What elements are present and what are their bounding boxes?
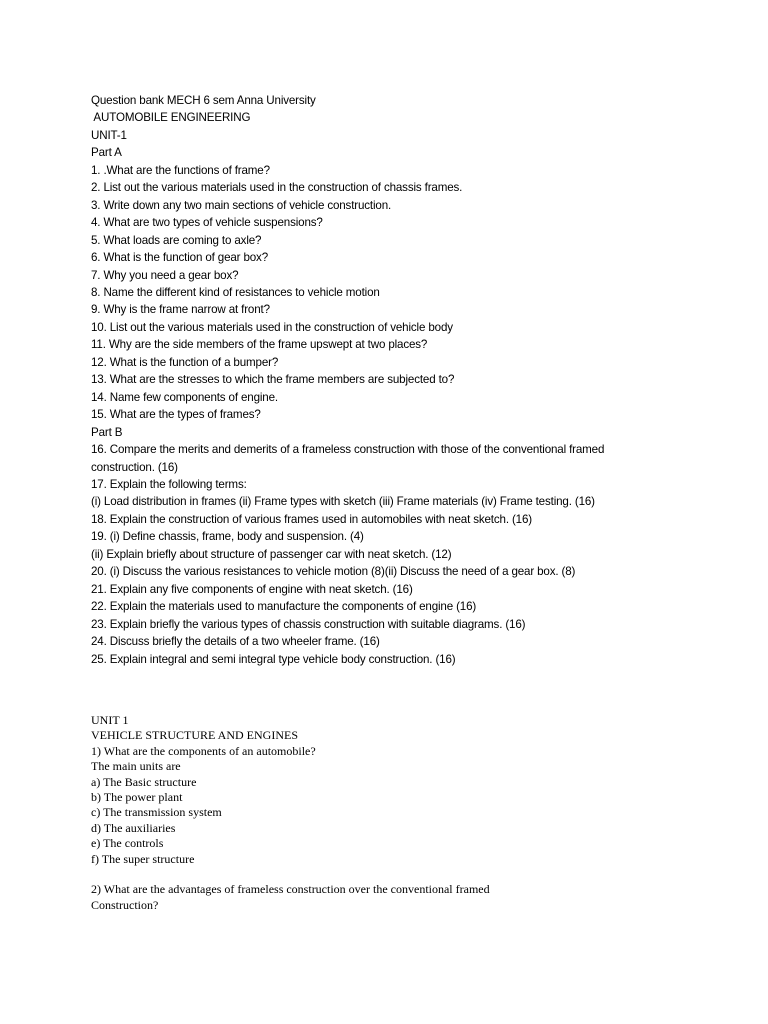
question-item: 7. Why you need a gear box? — [91, 268, 239, 282]
question-item: 25. Explain integral and semi integral type vehicle body construction. (16) — [91, 652, 456, 666]
question-item: 15. What are the types of frames? — [91, 408, 261, 422]
question-item: 10. List out the various materials used in the construction of vehicle body — [91, 320, 453, 334]
question-item: 8. Name the different kind of resistances to vehicle motion — [91, 285, 380, 299]
question-item: 2. List out the various materials used in the construction of chassis frames. — [91, 181, 463, 195]
question-item: 17. Explain the following terms: — [91, 477, 247, 491]
question-text: 2) What are the advantages of frameless construction over the conventional framed — [91, 882, 490, 897]
question-item: 9. Why is the frame narrow at front? — [91, 303, 270, 317]
question-item: 24. Discuss briefly the details of a two wheeler frame. (16) — [91, 635, 380, 649]
question-item: 11. Why are the side members of the frame upswept at two places? — [91, 338, 428, 352]
question-text: 1) What are the components of an automobile? — [91, 743, 316, 758]
question-item: 13. What are the stresses to which the frame members are subjected to? — [91, 373, 455, 387]
question-item: 14. Name few components of engine. — [91, 390, 278, 404]
question-bank-section — [91, 92, 751, 668]
question-item: 3. Write down any two main sections of vehicle construction. — [91, 198, 392, 212]
paragraph-gap — [91, 867, 751, 882]
question-item: (i) Load distribution in frames (ii) Frame types with sketch (iii) Frame materials (iv) Frame testing. (16) — [91, 495, 595, 509]
document-header: Question bank MECH 6 sem Anna University — [91, 94, 316, 107]
list-item: b) The power plant — [91, 790, 183, 805]
question-item: 23. Explain briefly the various types of chassis construction with suitable diagrams. (16) — [91, 617, 526, 631]
question-text-continued: Construction? — [91, 897, 159, 912]
unit-heading: UNIT 1 — [91, 713, 129, 727]
question-item: 20. (i) Discuss the various resistances to vehicle motion (8)(ii) Discuss the need of a gear box. (8) — [91, 565, 576, 579]
question-item: 22. Explain the materials used to manufacture the components of engine (16) — [91, 600, 477, 614]
unit-heading: UNIT-1 — [91, 128, 127, 142]
question-item: 5. What loads are coming to axle? — [91, 233, 262, 247]
section-title: VEHICLE STRUCTURE AND ENGINES — [91, 728, 298, 743]
list-item: e) The controls — [91, 836, 164, 851]
subject-title: AUTOMOBILE ENGINEERING — [91, 111, 251, 125]
components-list — [91, 775, 751, 867]
list-item: c) The transmission system — [91, 805, 222, 820]
list-item: d) The auxiliaries — [91, 820, 176, 835]
question-item: 16. Compare the merits and demerits of a frameless construction with those of the conventional framed — [91, 443, 605, 457]
part-a-question-list — [91, 162, 751, 424]
list-item: f) The super structure — [91, 851, 195, 866]
part-b-question-list — [91, 441, 751, 668]
question-item: 4. What are two types of vehicle suspensions? — [91, 216, 323, 230]
part-a-heading: Part A — [91, 146, 122, 160]
question-item: 21. Explain any five components of engine with neat sketch. (16) — [91, 582, 413, 596]
question-item: 19. (i) Define chassis, frame, body and suspension. (4) — [91, 530, 364, 544]
list-item: a) The Basic structure — [91, 774, 197, 789]
question-item: 12. What is the function of a bumper? — [91, 355, 279, 369]
question-item: 6. What is the function of gear box? — [91, 251, 268, 265]
answer-intro: The main units are — [91, 759, 181, 774]
question-item: 1. .What are the functions of frame? — [91, 163, 270, 177]
question-item: construction. (16) — [91, 460, 178, 474]
question-item: (ii) Explain briefly about structure of passenger car with neat sketch. (12) — [91, 547, 452, 561]
question-item: 18. Explain the construction of various frames used in automobiles with neat sketch. (16) — [91, 512, 532, 526]
answers-section — [91, 713, 751, 913]
part-b-heading: Part B — [91, 425, 123, 439]
